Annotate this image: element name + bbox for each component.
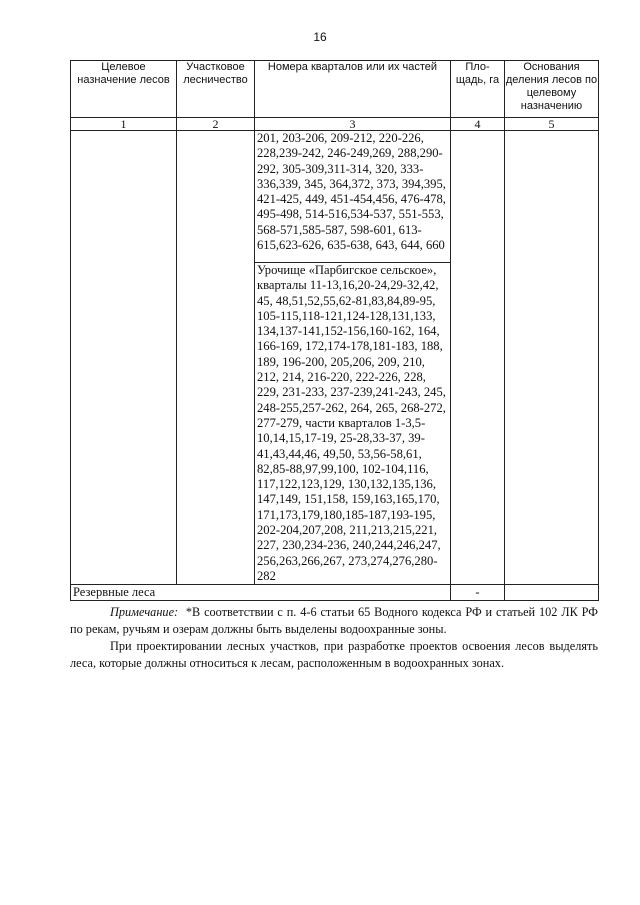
column-number: 5 [505, 118, 599, 131]
page-number: 16 [313, 30, 327, 44]
column-number: 4 [451, 118, 505, 131]
header-purpose: Целевое назначение лесов [71, 61, 177, 118]
quarter-numbers-block-1: 201, 203-206, 209-212, 220-226, 228,239-242, 246-249,269, 288,290-292, 305-309,311-314, 320, 333-336,339, 345, 364,372, 373, 394,395, 421-425, 449, 451-454,456, 476-478, 495-498, 514-516,534-537, 551-553, 568-571,585-587, 598-601, 613-615,623-626, 635-638, 643, 644, 660 [255, 131, 451, 263]
column-number-row [71, 118, 599, 131]
reserve-forests-basis [505, 585, 599, 601]
quarter-numbers-block-2: Урочище «Парбигское сельское», кварталы 11-13,16,20-24,29-32,42, 45, 48,51,52,55,62-81,83,84,89-95, 105-115,118-121,124-128,131,133, 134,137-141,152-156,160-162, 164, 166-169, 172,174-178,181-183, 188, 189, 196-200, 205,206, 209, 210, 212, 214, 216-220, 222-226, 228, 229, 231-233, 237-239,241-243, 245, 248-255,257-262, 264, 265, 268-272, 277-279, части кварталов 1-3,5-10,14,15,17-19, 25-28,33-37, 39-41,43,44,46, 49,50, 53,56-58,61, 82,85-88,97,99,100, 102-104,116, 117,122,123,129, 130,132,135,136, 147,149, 151,158, 159,163,165,170, 171,173,179,180,185-187,193-195, 202-204,207,208, 211,213,215,221, 227, 230,234-236, 240,244,246,247, 256,263,266,267, 273,274,276,280-282 [255, 263, 451, 585]
basis-cell [505, 131, 599, 585]
note-label: Примечание: [110, 605, 179, 619]
table-header-row [71, 61, 599, 118]
column-number: 3 [255, 118, 451, 131]
instruction-paragraph: При проектировании лесных участков, при разработке проектов освоения лесов выделять леса, которые должны относиться к лесам, расположенным в водоохранных зонах. [70, 639, 598, 670]
reserve-forests-label: Резервные леса [71, 585, 451, 601]
reserve-forests-row [71, 585, 599, 601]
area-cell [451, 131, 505, 585]
header-quarter-numbers: Номера кварталов или их частей [255, 61, 451, 118]
column-number: 1 [71, 118, 177, 131]
header-area: Пло-щадь, га [451, 61, 505, 118]
district-cell [177, 131, 255, 585]
note-paragraph [70, 604, 598, 638]
header-division-basis: Основания деления лесов по целевому назначению [505, 61, 599, 118]
header-district-forestry: Участковое лесничество [177, 61, 255, 118]
note-text: *В соответствии с п. 4-6 статьи 65 Водного кодекса РФ и статьей 102 ЛК РФ по рекам, ручьям и озерам должны быть выделены водоохранные зоны. [70, 605, 598, 636]
purpose-cell [71, 131, 177, 585]
column-number: 2 [177, 118, 255, 131]
reserve-forests-area: - [451, 585, 505, 601]
table-row [71, 131, 599, 263]
forest-purpose-table [70, 60, 599, 601]
notes-section [70, 604, 598, 672]
